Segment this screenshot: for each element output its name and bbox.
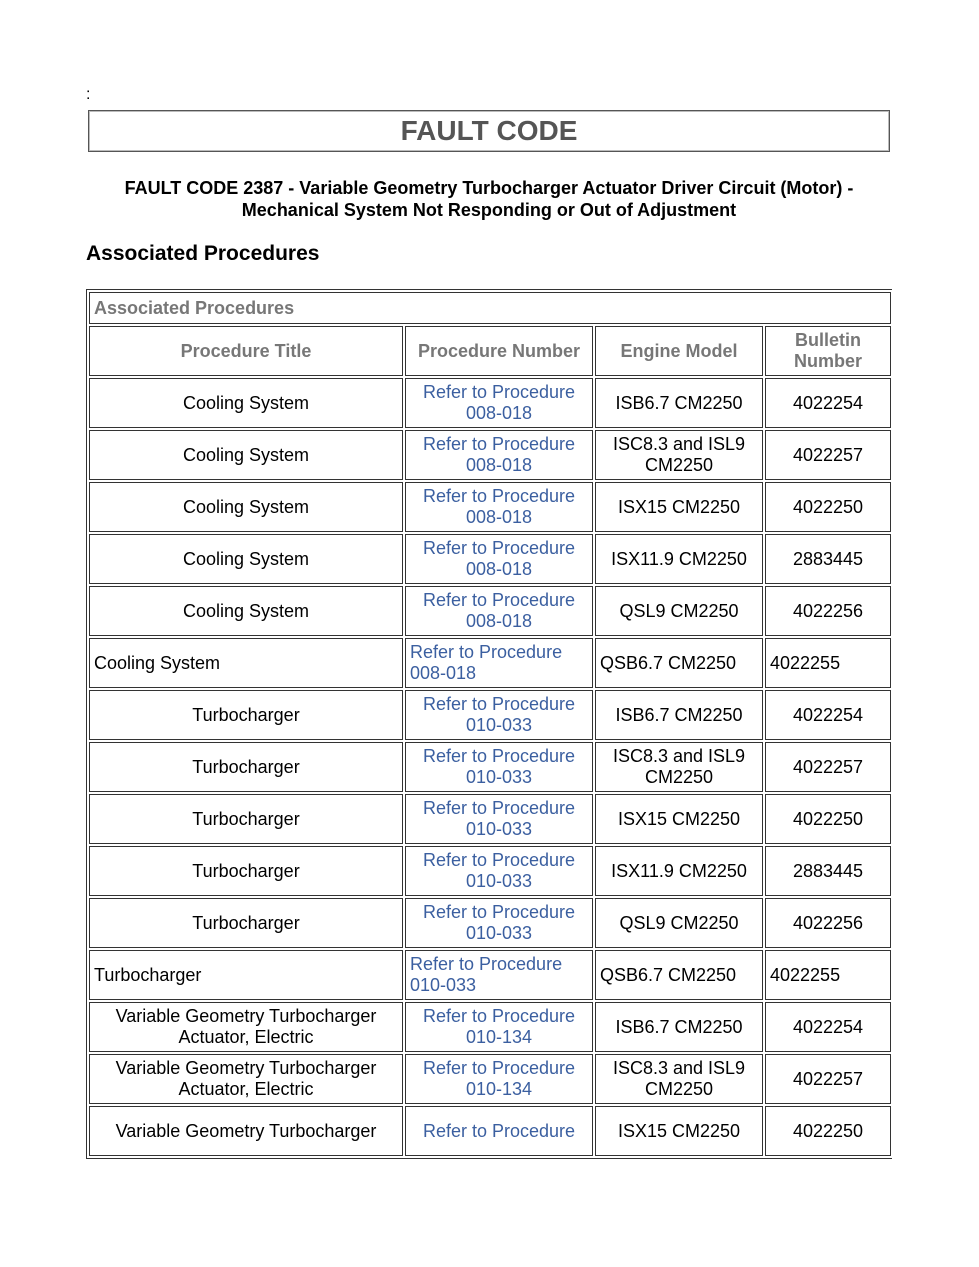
table-row xyxy=(89,898,891,948)
bulletin-number-cell xyxy=(765,378,891,428)
procedure-title-cell xyxy=(89,378,403,428)
procedure-link[interactable]: Refer to Procedure 008-018 xyxy=(422,382,576,423)
engine-model-cell: ISB6.7 CM2250 xyxy=(615,704,743,725)
procedure-title-cell: Cooling System xyxy=(182,392,310,413)
bulletin-number-cell: 2883445 xyxy=(792,548,864,569)
engine-model-cell: ISX11.9 CM2250 xyxy=(611,548,747,569)
bulletin-number-cell xyxy=(765,638,891,688)
procedure-link[interactable]: Refer to Procedure 010-033 xyxy=(410,954,563,995)
procedure-link[interactable]: Refer to Procedure 008-018 xyxy=(422,538,576,579)
engine-model-cell xyxy=(595,534,763,584)
engine-model-cell xyxy=(595,794,763,844)
table-row xyxy=(89,950,891,1000)
procedure-link[interactable]: Refer to Procedure 008-018 xyxy=(410,642,563,683)
bulletin-number-cell: 2883445 xyxy=(792,860,864,881)
engine-model-cell: ISX15 CM2250 xyxy=(617,496,741,517)
table-header-row xyxy=(89,326,891,376)
engine-model-cell: ISC8.3 and ISL9 CM2250 xyxy=(612,434,746,475)
engine-model-cell: ISC8.3 and ISL9 CM2250 xyxy=(612,746,746,787)
bulletin-number-cell: 4022250 xyxy=(792,1120,864,1141)
procedure-number-cell xyxy=(405,534,593,584)
procedure-number-cell xyxy=(405,1106,593,1156)
bulletin-number-cell xyxy=(765,690,891,740)
engine-model-cell: QSL9 CM2250 xyxy=(619,912,739,933)
procedure-link[interactable]: Refer to Procedure 010-134 xyxy=(422,1058,576,1099)
bulletin-number-cell xyxy=(765,1002,891,1052)
engine-model-cell: ISB6.7 CM2250 xyxy=(615,1016,743,1037)
engine-model-cell: ISX15 CM2250 xyxy=(617,1120,741,1141)
procedure-number-cell xyxy=(405,950,593,1000)
procedure-link[interactable]: Refer to Procedure 010-033 xyxy=(422,850,576,891)
procedure-number-cell xyxy=(405,482,593,532)
engine-model-cell: QSB6.7 CM2250 xyxy=(600,652,737,673)
section-heading: Associated Procedures xyxy=(86,242,320,265)
procedure-title-cell xyxy=(89,846,403,896)
procedure-link[interactable]: Refer to Procedure 008-018 xyxy=(422,486,576,527)
procedure-title-cell: Cooling System xyxy=(94,652,221,673)
bulletin-number-cell xyxy=(765,742,891,792)
procedure-link[interactable]: Refer to Procedure 008-018 xyxy=(422,434,576,475)
procedure-title-cell xyxy=(89,482,403,532)
header-procedure-title: Procedure Title xyxy=(89,326,403,376)
procedure-link[interactable]: Refer to Procedure 010-033 xyxy=(422,694,576,735)
procedure-link[interactable]: Refer to Procedure 010-033 xyxy=(422,798,576,839)
procedure-number-cell xyxy=(405,742,593,792)
table-caption: Associated Procedures xyxy=(89,292,891,324)
bulletin-number-cell xyxy=(765,1106,891,1156)
procedure-number-cell xyxy=(405,1002,593,1052)
associated-procedures-table xyxy=(86,289,892,1159)
bulletin-number-cell: 4022257 xyxy=(792,1068,864,1089)
table-row xyxy=(89,378,891,428)
procedure-number-cell xyxy=(405,586,593,636)
stray-colon: : xyxy=(86,86,91,103)
header-engine-model: Engine Model xyxy=(595,326,763,376)
procedure-title-cell: Turbocharger xyxy=(94,964,202,985)
procedure-title-cell xyxy=(89,794,403,844)
engine-model-cell xyxy=(595,638,763,688)
procedure-link[interactable]: Refer to Procedure 010-134 xyxy=(422,1006,576,1047)
bulletin-number-cell: 4022254 xyxy=(792,704,864,725)
table-row xyxy=(89,742,891,792)
procedure-title-cell: Cooling System xyxy=(182,548,310,569)
fault-code-banner: FAULT CODE xyxy=(88,110,890,152)
bulletin-number-cell: 4022250 xyxy=(792,496,864,517)
procedure-title-cell: Turbocharger xyxy=(192,860,300,881)
table-row xyxy=(89,638,891,688)
procedure-title-cell: Cooling System xyxy=(182,496,310,517)
procedure-title-cell xyxy=(89,534,403,584)
procedure-title-cell xyxy=(89,690,403,740)
bulletin-number-cell xyxy=(765,898,891,948)
bulletin-number-cell: 4022256 xyxy=(792,912,864,933)
procedure-title-cell xyxy=(89,898,403,948)
procedure-title-cell xyxy=(89,1054,403,1104)
procedure-title-cell: Cooling System xyxy=(182,444,310,465)
engine-model-cell xyxy=(595,430,763,480)
engine-model-cell: ISB6.7 CM2250 xyxy=(615,392,743,413)
bulletin-number-cell xyxy=(765,1054,891,1104)
engine-model-cell xyxy=(595,482,763,532)
bulletin-number-cell xyxy=(765,534,891,584)
table-row xyxy=(89,1002,891,1052)
engine-model-cell xyxy=(595,846,763,896)
bulletin-number-cell: 4022254 xyxy=(792,392,864,413)
procedure-title-cell: Variable Geometry Turbocharger Actuator, Electric xyxy=(115,1006,377,1047)
bulletin-number-cell xyxy=(765,430,891,480)
header-bulletin-number: Bulletin Number xyxy=(765,326,891,376)
engine-model-cell xyxy=(595,1106,763,1156)
procedure-title-cell: Cooling System xyxy=(182,600,310,621)
procedure-title-cell: Variable Geometry Turbocharger Actuator, Electric xyxy=(115,1058,377,1099)
procedure-title-cell xyxy=(89,430,403,480)
bulletin-number-cell xyxy=(765,846,891,896)
header-procedure-number: Procedure Number xyxy=(405,326,593,376)
procedure-title-cell xyxy=(89,950,403,1000)
table-row xyxy=(89,482,891,532)
procedure-title-cell: Turbocharger xyxy=(192,808,300,829)
bulletin-number-cell xyxy=(765,794,891,844)
fault-code-title: FAULT CODE 2387 - Variable Geometry Turbocharger Actuator Driver Circuit (Motor) - Mechanical System Not Responding or Out of Adjustment xyxy=(124,178,854,220)
procedure-title-cell xyxy=(89,1106,403,1156)
procedure-number-cell xyxy=(405,846,593,896)
procedure-number-cell xyxy=(405,794,593,844)
procedure-number-cell xyxy=(405,1054,593,1104)
bulletin-number-cell: 4022255 xyxy=(770,964,841,985)
bulletin-number-cell: 4022256 xyxy=(792,600,864,621)
bulletin-number-cell: 4022257 xyxy=(792,756,864,777)
procedure-number-cell xyxy=(405,898,593,948)
bulletin-number-cell xyxy=(765,586,891,636)
procedure-title-cell xyxy=(89,742,403,792)
engine-model-cell xyxy=(595,1002,763,1052)
procedure-title-cell xyxy=(89,586,403,636)
table-row xyxy=(89,1054,891,1104)
table-row xyxy=(89,846,891,896)
engine-model-cell: QSL9 CM2250 xyxy=(619,600,739,621)
procedure-title-cell: Turbocharger xyxy=(192,704,300,725)
procedure-link[interactable]: Refer to Procedure xyxy=(422,1120,576,1141)
engine-model-cell: ISC8.3 and ISL9 CM2250 xyxy=(612,1058,746,1099)
procedure-title-cell xyxy=(89,638,403,688)
bulletin-number-cell: 4022254 xyxy=(792,1016,864,1037)
table-row xyxy=(89,534,891,584)
table-row xyxy=(89,794,891,844)
procedures-table-wrapper xyxy=(86,289,892,1179)
engine-model-cell: ISX11.9 CM2250 xyxy=(611,860,747,881)
engine-model-cell xyxy=(595,586,763,636)
bulletin-number-cell: 4022255 xyxy=(770,652,841,673)
engine-model-cell xyxy=(595,690,763,740)
procedure-number-cell xyxy=(405,638,593,688)
engine-model-cell xyxy=(595,898,763,948)
bulletin-number-cell xyxy=(765,950,891,1000)
procedure-title-cell: Turbocharger xyxy=(192,912,300,933)
procedure-number-cell xyxy=(405,690,593,740)
table-row xyxy=(89,690,891,740)
engine-model-cell: QSB6.7 CM2250 xyxy=(600,964,737,985)
procedure-number-cell xyxy=(405,378,593,428)
procedure-title-cell: Variable Geometry Turbocharger xyxy=(115,1120,377,1141)
bulletin-number-cell xyxy=(765,482,891,532)
engine-model-cell xyxy=(595,950,763,1000)
procedure-title-cell: Turbocharger xyxy=(192,756,300,777)
engine-model-cell xyxy=(595,1054,763,1104)
engine-model-cell xyxy=(595,378,763,428)
table-row xyxy=(89,586,891,636)
procedure-number-cell xyxy=(405,430,593,480)
table-row xyxy=(89,430,891,480)
procedure-link[interactable]: Refer to Procedure 008-018 xyxy=(422,590,576,631)
procedure-link[interactable]: Refer to Procedure 010-033 xyxy=(422,902,576,943)
table-row xyxy=(89,1106,891,1156)
engine-model-cell xyxy=(595,742,763,792)
engine-model-cell: ISX15 CM2250 xyxy=(617,808,741,829)
bulletin-number-cell: 4022257 xyxy=(792,444,864,465)
procedure-link[interactable]: Refer to Procedure 010-033 xyxy=(422,746,576,787)
procedure-title-cell xyxy=(89,1002,403,1052)
bulletin-number-cell: 4022250 xyxy=(792,808,864,829)
